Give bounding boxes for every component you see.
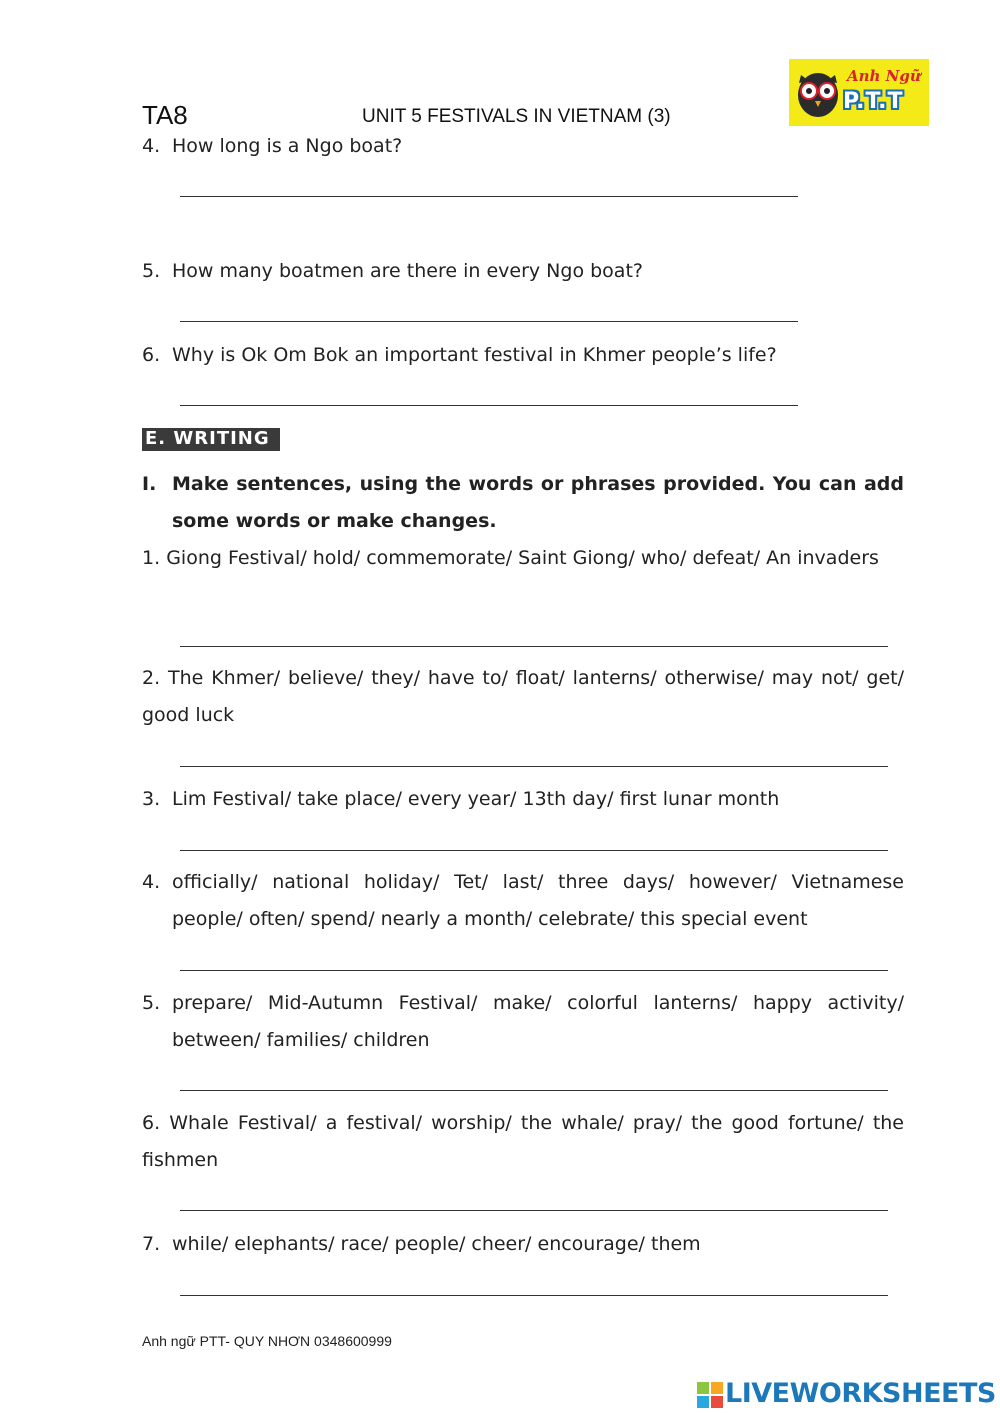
- question-text: Why is Ok Om Bok an important festival in Khmer people’s life?: [172, 344, 777, 366]
- answer-line[interactable]: [180, 970, 888, 971]
- answer-line[interactable]: [180, 196, 798, 197]
- instruction-text: Make sentences, using the words or phrases provided. You can add some words or make changes.: [172, 473, 904, 532]
- footer-contact: Anh ngữ PTT- QUY NHƠN 0348600999: [142, 1333, 392, 1349]
- item-number: 4.: [142, 871, 161, 893]
- item-text: Giong Festival/ hold/ commemorate/ Saint Giong/ who/ defeat/ An invaders: [166, 547, 879, 569]
- writing-item: [142, 1105, 904, 1179]
- item-number: 5.: [142, 992, 161, 1014]
- liveworksheets-logo-icon: [697, 1382, 723, 1408]
- question-text: How many boatmen are there in every Ngo boat?: [172, 260, 643, 282]
- answer-line[interactable]: [180, 405, 798, 406]
- item-text: The Khmer/ believe/ they/ have to/ float/ lanterns/ otherwise/ may not/ get/ good luck: [142, 667, 904, 726]
- question-number: 6.: [142, 344, 161, 366]
- item-text: officially/ national holiday/ Tet/ last/ three days/ however/ Vietnamese people/ often/ spend/ nearly a month/ celebrate/ this special event: [172, 871, 904, 930]
- answer-line[interactable]: [180, 646, 888, 647]
- watermark-text: LIVEWORKSHEETS: [725, 1378, 996, 1409]
- answer-line[interactable]: [180, 766, 888, 767]
- worksheet-title: UNIT 5 FESTIVALS IN VIETNAM (3): [362, 106, 671, 127]
- instruction-number: I.: [142, 473, 157, 495]
- writing-item: [142, 660, 904, 734]
- section-heading: E. WRITING: [142, 428, 280, 451]
- worksheet-code: TA8: [142, 100, 188, 130]
- item-number: 3.: [142, 788, 161, 810]
- school-logo: [789, 59, 929, 126]
- answer-line[interactable]: [180, 321, 798, 322]
- writing-item: [142, 540, 904, 577]
- answer-line[interactable]: [180, 850, 888, 851]
- item-number: 7.: [142, 1233, 161, 1255]
- item-number: 6.: [142, 1112, 161, 1134]
- item-text: Lim Festival/ take place/ every year/ 13th day/ first lunar month: [172, 788, 780, 810]
- item-text: while/ elephants/ race/ people/ cheer/ encourage/ them: [172, 1233, 701, 1255]
- item-text: Whale Festival/ a festival/ worship/ the whale/ pray/ the good fortune/ the fishmen: [142, 1112, 904, 1171]
- logo-brand-main: P.T.T: [843, 89, 904, 114]
- answer-line[interactable]: [180, 1210, 888, 1211]
- answer-line[interactable]: [180, 1295, 888, 1296]
- logo-brand-top: Anh Ngữ: [847, 67, 921, 85]
- question-number: 4.: [142, 135, 161, 157]
- question-text: How long is a Ngo boat?: [172, 135, 403, 157]
- item-text: prepare/ Mid-Autumn Festival/ make/ colorful lanterns/ happy activity/ between/ families/ children: [172, 992, 904, 1051]
- answer-line[interactable]: [180, 1090, 888, 1091]
- owl-icon: [795, 65, 841, 119]
- question-number: 5.: [142, 260, 161, 282]
- item-number: 2.: [142, 667, 161, 689]
- item-number: 1.: [142, 547, 161, 569]
